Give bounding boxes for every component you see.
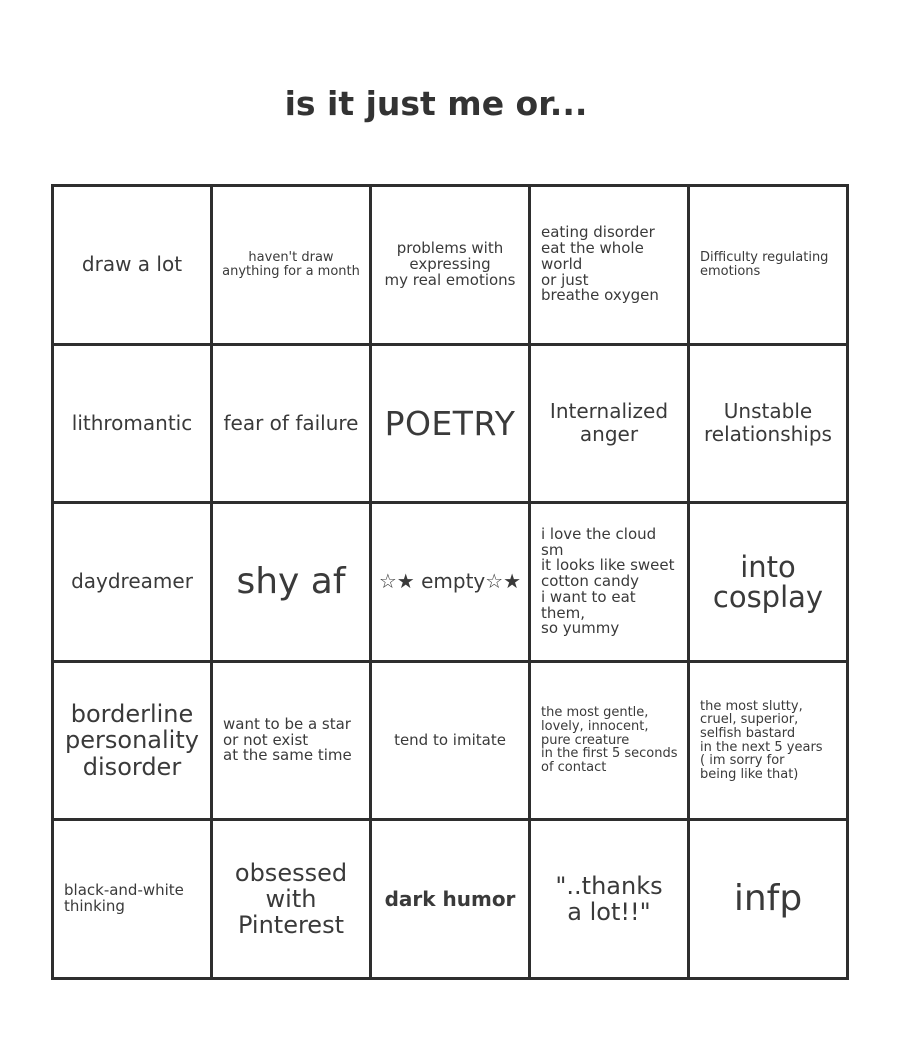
bingo-cell[interactable] (213, 663, 369, 819)
bingo-cell-label: ☆★ empty☆★ (378, 569, 522, 594)
bingo-cell[interactable] (213, 187, 369, 343)
bingo-cell-label: Internalized anger (549, 399, 669, 447)
bingo-cell[interactable] (213, 346, 369, 502)
bingo-cell[interactable] (531, 346, 687, 502)
bingo-cell[interactable] (372, 663, 528, 819)
bingo-cell-label: Unstable relationships (704, 399, 832, 447)
bingo-cell-label: borderline personality disorder (65, 700, 199, 781)
bingo-cell[interactable] (372, 821, 528, 977)
bingo-cell[interactable] (690, 821, 846, 977)
bingo-cell[interactable] (54, 504, 210, 660)
bingo-cell-label: draw a lot (81, 252, 183, 277)
bingo-cell-label: black-and-white thinking (64, 881, 184, 916)
bingo-cell-label: tend to imitate (394, 730, 506, 749)
bingo-cell[interactable] (213, 821, 369, 977)
bingo-cell[interactable] (531, 821, 687, 977)
bingo-cell[interactable] (54, 821, 210, 977)
bingo-cell-label: dark humor (384, 886, 516, 911)
bingo-cell-label: want to be a star or not exist at the same time (223, 714, 352, 765)
bingo-cell-label: eating disorder eat the whole world or just breathe oxygen (541, 223, 659, 305)
bingo-cell[interactable] (372, 504, 528, 660)
bingo-cell-label: problems with expressing my real emotions (384, 239, 516, 289)
bingo-cell[interactable] (690, 663, 846, 819)
bingo-cell-label: i love the cloud sm it looks like sweet cotton candy i want to eat them, so yummy (541, 524, 675, 638)
bingo-cell-label: lithromantic (71, 410, 193, 435)
bingo-cell-label: Difficulty regulating emotions (700, 250, 829, 279)
bingo-cell[interactable] (372, 187, 528, 343)
bingo-cell-label: daydreamer (71, 569, 193, 594)
bingo-cell[interactable] (54, 663, 210, 819)
page-title: is it just me or... (284, 84, 588, 123)
bingo-cell-label: into cosplay (712, 549, 824, 614)
bingo-cell[interactable] (690, 346, 846, 502)
bingo-cell[interactable] (531, 187, 687, 343)
bingo-cell[interactable] (531, 663, 687, 819)
bingo-cell-label: the most slutty, cruel, superior, selfish bastard in the next 5 years ( im sorry for being like that) (700, 698, 823, 782)
bingo-cell[interactable] (54, 346, 210, 502)
bingo-cell[interactable] (372, 346, 528, 502)
bingo-cell-label: haven't draw anything for a month (222, 250, 360, 279)
bingo-cell-label: obsessed with Pinterest (234, 858, 348, 940)
bingo-cell[interactable] (690, 187, 846, 343)
bingo-cell[interactable] (690, 504, 846, 660)
bingo-cell[interactable] (54, 187, 210, 343)
bingo-board (51, 184, 849, 980)
bingo-cell-label: infp (733, 878, 803, 920)
bingo-cell-label: fear of failure (223, 410, 359, 435)
bingo-cell-label: shy af (236, 561, 346, 603)
bingo-cell[interactable] (531, 504, 687, 660)
bingo-cell-label: POETRY (384, 403, 516, 443)
bingo-cell[interactable] (213, 504, 369, 660)
bingo-cell-label: "..thanks a lot!!" (555, 871, 663, 927)
bingo-cell-label: the most gentle, lovely, innocent, pure creature in the first 5 seconds of contact (541, 705, 678, 776)
